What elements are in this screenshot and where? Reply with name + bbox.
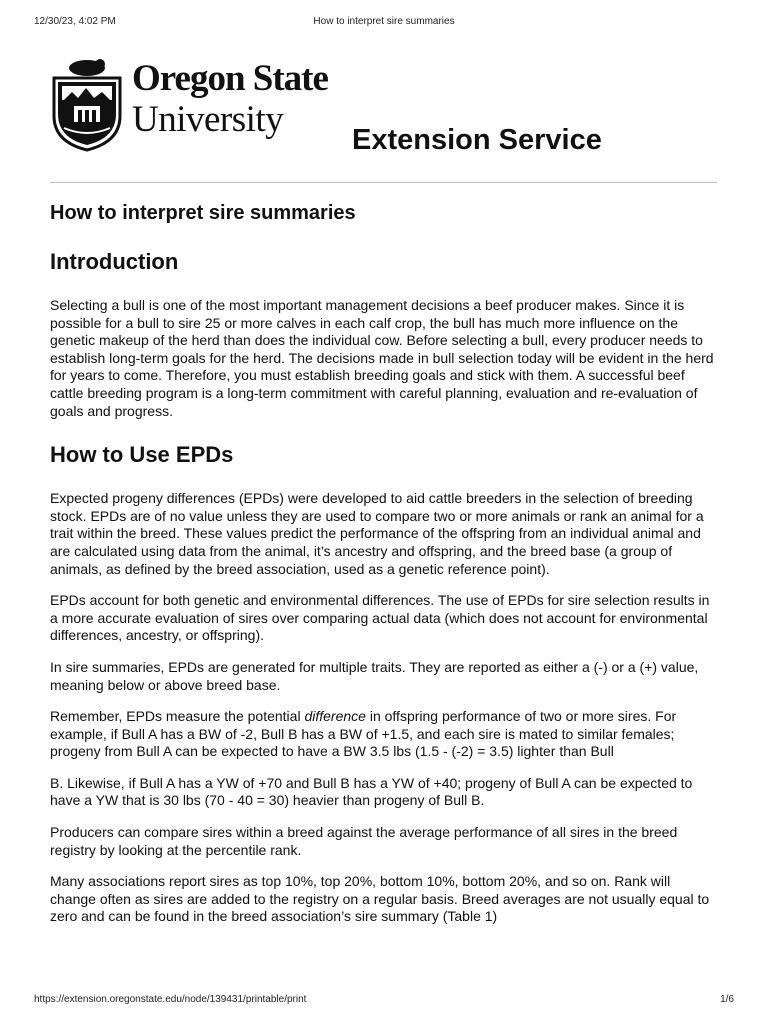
footer-url[interactable]: https://extension.oregonstate.edu/node/139431/printable/print (34, 994, 307, 1005)
p4-text-after: in offspring performance of two or more sires. For example, if Bull A has a BW of -2, Bull B has a BW of +1.5, and each sire is mated to similar females; progeny from Bull A can be expected to have a BW 3.5 lbs (1.5 - (-2) = 3.5) lighter than Bull (50, 708, 677, 760)
intro-heading: Introduction (50, 249, 179, 274)
p4-emphasis: difference (304, 708, 366, 725)
epd-paragraph-1: Expected progeny differences (EPDs) were developed to aid cattle breeders in the selection of breeding stock. EPDs are of no value unless they are used to compare two or more animals or rank an animal for a trait within the breed. These values predict the performance of the offspring from an individual animal and are calculated using data from the animal, it’s ancestry and offspring, and the breed base (a group of animals, as defined by the breed association, used as a genetic reference point). (50, 490, 704, 577)
logo-line-2: University (132, 99, 284, 140)
epd-paragraph-6: Producers can compare sires within a breed against the average performance of all sires in the breed registry by looking at the percentile rank. (50, 824, 678, 858)
epd-heading: How to Use EPDs (50, 442, 234, 468)
epd-paragraph-2: EPDs account for both genetic and environmental differences. The use of EPDs for sire selection results in a more accurate evaluation of sires over comparing actual data (which does not account for environmental differences, ancestry, or offspring). (50, 592, 710, 644)
print-datetime: 12/30/23, 4:02 PM (34, 16, 116, 27)
p4-text-before: Remember, EPDs measure the potential (50, 708, 305, 725)
epd-paragraph-5: B. Likewise, if Bull A has a YW of +70 and Bull B has a YW of +40; progeny of Bull A can be expected to have a YW that is 30 lbs (70 - 40 = 30) heavier than progeny of Bull B. (50, 774, 693, 809)
intro-paragraph: Selecting a bull is one of the most important management decisions a beef producer makes. Since it is possible for a bull to sire 25 or more calves in each calf crop, the bull has much more influence on the genetic makeup of the herd than does the individual cow. Before selecting a bull, every producer needs to establish long-term goals for the herd. The decisions made in bull selection today will be evident in the herd for years to come. Therefore, you must establish breeding goals and stick with them. A successful beef cattle breeding program is a long-term commitment with careful planning, evaluation and re-evaluation of goals and progress. (50, 297, 714, 419)
epd-paragraph-3: In sire summaries, EPDs are generated for multiple traits. They are reported as either a (-) or a (+) value, meaning below or above breed base. (50, 658, 699, 693)
footer-page-number: 1/6 (720, 994, 734, 1005)
epd-paragraph-4 (50, 708, 720, 761)
article-title: How to interpret sire summaries (50, 202, 356, 224)
osu-logo[interactable] (50, 56, 350, 152)
print-header (0, 16, 768, 30)
logo-line-1: Oregon State (132, 58, 328, 99)
article-content (50, 202, 720, 940)
osu-wordmark (132, 60, 328, 138)
epd-paragraph-7: Many associations report sires as top 10%, top 20%, bottom 10%, bottom 20%, and so on. Rank will change often as sires are added to the registry on a regular basis. Breed averages are not usually equal to zero and can be found in the breed association’s sire summary (Table 1) (50, 873, 710, 925)
osu-shield-icon (50, 56, 124, 152)
print-page-title: How to interpret sire summaries (313, 16, 455, 27)
header-divider (50, 182, 717, 183)
print-footer (0, 994, 768, 1008)
extension-service-label: Extension Service (352, 124, 602, 156)
